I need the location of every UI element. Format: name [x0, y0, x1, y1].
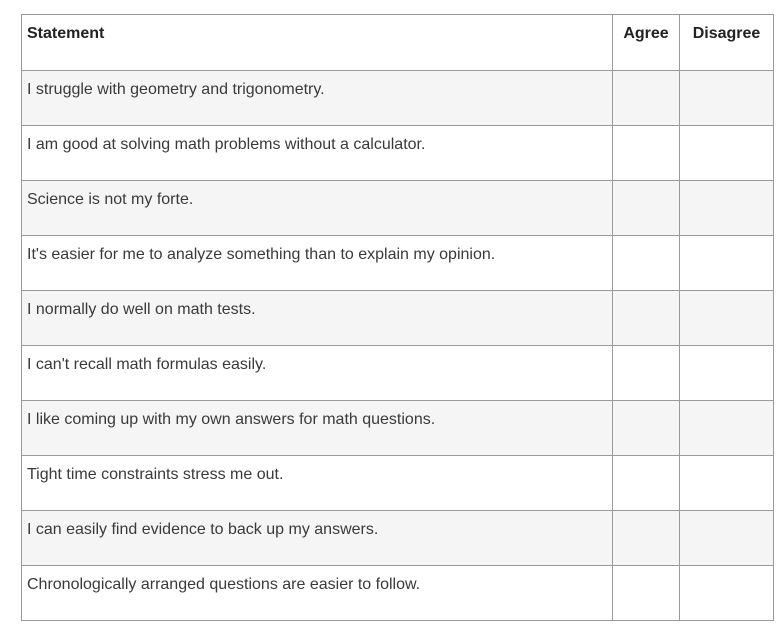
- header-agree: Agree: [613, 15, 680, 71]
- survey-table: [21, 14, 774, 621]
- disagree-cell[interactable]: [680, 511, 774, 566]
- table-row: [22, 236, 774, 291]
- disagree-cell[interactable]: [680, 291, 774, 346]
- table-row: [22, 71, 774, 126]
- table-row: [22, 566, 774, 621]
- statement-cell: I struggle with geometry and trigonometry.: [22, 71, 613, 126]
- statement-cell: Science is not my forte.: [22, 181, 613, 236]
- table-header-row: [22, 15, 774, 71]
- statement-cell: Tight time constraints stress me out.: [22, 456, 613, 511]
- agree-cell[interactable]: [613, 236, 680, 291]
- table-row: [22, 126, 774, 181]
- table-row: [22, 401, 774, 456]
- agree-cell[interactable]: [613, 291, 680, 346]
- table-row: [22, 181, 774, 236]
- statement-cell: Chronologically arranged questions are easier to follow.: [22, 566, 613, 621]
- agree-cell[interactable]: [613, 401, 680, 456]
- disagree-cell[interactable]: [680, 71, 774, 126]
- agree-cell[interactable]: [613, 346, 680, 401]
- table-row: [22, 291, 774, 346]
- disagree-cell[interactable]: [680, 181, 774, 236]
- statement-cell: I can easily find evidence to back up my answers.: [22, 511, 613, 566]
- disagree-cell[interactable]: [680, 566, 774, 621]
- table-row: [22, 511, 774, 566]
- table-row: [22, 346, 774, 401]
- agree-cell[interactable]: [613, 456, 680, 511]
- disagree-cell[interactable]: [680, 126, 774, 181]
- statement-cell: I normally do well on math tests.: [22, 291, 613, 346]
- header-disagree: Disagree: [680, 15, 774, 71]
- agree-cell[interactable]: [613, 181, 680, 236]
- statement-cell: I like coming up with my own answers for math questions.: [22, 401, 613, 456]
- table-row: [22, 456, 774, 511]
- statement-cell: It's easier for me to analyze something than to explain my opinion.: [22, 236, 613, 291]
- header-statement: Statement: [22, 15, 613, 71]
- disagree-cell[interactable]: [680, 346, 774, 401]
- statement-cell: I am good at solving math problems without a calculator.: [22, 126, 613, 181]
- agree-cell[interactable]: [613, 126, 680, 181]
- agree-cell[interactable]: [613, 566, 680, 621]
- agree-cell[interactable]: [613, 71, 680, 126]
- statement-cell: I can't recall math formulas easily.: [22, 346, 613, 401]
- agree-cell[interactable]: [613, 511, 680, 566]
- disagree-cell[interactable]: [680, 456, 774, 511]
- disagree-cell[interactable]: [680, 236, 774, 291]
- disagree-cell[interactable]: [680, 401, 774, 456]
